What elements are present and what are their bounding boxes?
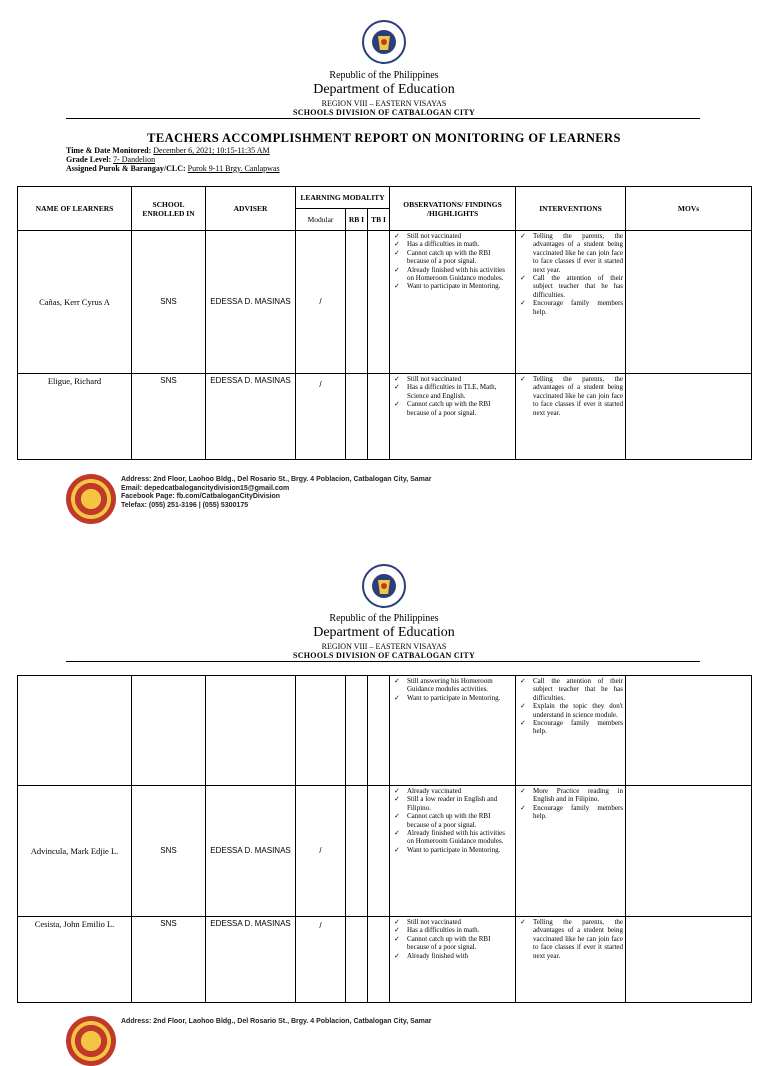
movs-cell (626, 374, 752, 460)
observations-cell (390, 231, 516, 374)
table-row (18, 786, 752, 917)
intervention-item: ✓ Encourage family members help. (516, 299, 623, 316)
rbi-cell (346, 231, 368, 374)
republic-label: Republic of the Philippines (329, 70, 439, 81)
col-header-modality: LEARNING MODALITY (296, 187, 390, 209)
table-row (18, 231, 752, 374)
col-header-interventions: INTERVENTIONS (516, 187, 626, 231)
footer-address-cut: Address: 2nd Floor, Laohoo Bldg., Del Rosario St., Brgy. 4 Poblacion, Catbalogan City, Samar (121, 1018, 432, 1025)
rbi-cell (346, 374, 368, 460)
movs-cell (626, 676, 752, 786)
school-enrolled: SNS (132, 786, 206, 917)
movs-cell (626, 786, 752, 917)
col-header-tbi: TB I (368, 209, 390, 231)
interventions-cell (516, 231, 626, 374)
observation-item: ✓ Already vaccinated (390, 787, 513, 795)
observation-item: ✓ Want to participate in Mentoring. (390, 282, 513, 290)
observation-item: ✓ Has a difficulties in math. (390, 926, 513, 934)
col-header-school: SCHOOL ENROLLED IN (132, 187, 206, 231)
modular-mark: / (296, 917, 346, 1003)
intervention-item: ✓ Encourage family members help. (516, 719, 623, 736)
observation-item: ✓ Already finished with his activities on Homeroom Guidance modules. (390, 266, 513, 283)
learner-name (18, 676, 132, 786)
interventions-cell (516, 786, 626, 917)
tbi-cell (368, 917, 390, 1003)
observation-item: ✓ Want to participate in Mentoring. (390, 846, 513, 854)
republic-label: Republic of the Philippines (329, 613, 439, 624)
interventions-cell (516, 374, 626, 460)
footer-email: Email: depedcatbalogancitydivision15@gmail.com (121, 484, 290, 492)
modular-mark: / (296, 374, 346, 460)
observation-item: ✓ Still not vaccinated (390, 375, 513, 383)
col-header-rbi: RB I (346, 209, 368, 231)
modular-mark: / (296, 231, 346, 374)
intervention-item: ✓ Call the attention of their subject teacher that he has difficulties. (516, 274, 623, 299)
header-divider (66, 118, 700, 119)
footer-contact (121, 476, 432, 510)
report-table-page2 (17, 675, 752, 1003)
col-header-observations: OBSERVATIONS/ FINDINGS /HIGHLIGHTS (390, 187, 516, 231)
report-table-page1 (17, 186, 752, 460)
tbi-cell (368, 374, 390, 460)
grade-label: Grade Level (66, 155, 109, 164)
intervention-item: ✓ Telling the parents, the advantages of a student being vaccinated like he can join face to face classes if ever it started next year. (516, 232, 623, 274)
observation-item: ✓ Still a low reader in English and Filipino. (390, 795, 513, 812)
school-enrolled: SNS (132, 917, 206, 1003)
learner-name: Cañas, Kerr Cyrus A (18, 231, 132, 374)
adviser-name: EDESSA D. MASINAS (206, 917, 296, 1003)
report-meta: Time & Date Monitored: December 6, 2021; 10:15-11:35 AM Grade Level: 7- Dandelion Assigned Purok & Barangay/CLC: Purok 9-11 Brgy. Canlapwas (66, 146, 280, 173)
region-label: REGION VIII – EASTERN VISAYAS (321, 642, 447, 651)
rbi-cell (346, 676, 368, 786)
observation-item: ✓ Cannot catch up with the RBI because of a poor signal. (390, 935, 513, 952)
time-value: December 6, 2021; 10:15-11:35 AM (153, 146, 270, 155)
observation-item: ✓ Still not vaccinated (390, 232, 513, 240)
observations-cell (390, 374, 516, 460)
header-divider (66, 661, 700, 662)
adviser-name: EDESSA D. MASINAS (206, 231, 296, 374)
movs-cell (626, 917, 752, 1003)
intervention-item: ✓ More Practice reading in English and in Filipino. (516, 787, 623, 804)
learner-name: Advincula, Mark Edjie L. (18, 786, 132, 917)
movs-cell (626, 231, 752, 374)
rbi-cell (346, 917, 368, 1003)
school-enrolled (132, 676, 206, 786)
interventions-cell (516, 676, 626, 786)
intervention-item: ✓ Explain the topic they don't understand in science module. (516, 702, 623, 719)
school-enrolled: SNS (132, 374, 206, 460)
table-row (18, 676, 752, 786)
intervention-item: ✓ Telling the parents, the advantages of a student being vaccinated like he can join face to face classes if ever it started next year. (516, 918, 623, 960)
modular-mark: / (296, 786, 346, 917)
footer-telefax: Telefax: (055) 251-3196 | (055) 5300175 (121, 501, 249, 509)
interventions-cell (516, 917, 626, 1003)
observation-item: ✓ Cannot catch up with the RBI because of a poor signal. (390, 249, 513, 266)
deped-seal-icon (362, 564, 406, 608)
observation-item: ✓ Has a difficulties in TLE, Math, Science and English. (390, 383, 513, 400)
observation-item: ✓ Want to participate in Mentoring. (390, 694, 513, 702)
time-label: Time & Date Monitored (66, 146, 149, 155)
table-row (18, 917, 752, 1003)
tbi-cell (368, 786, 390, 917)
department-label: Department of Education (313, 625, 455, 640)
observation-item: ✓ Cannot catch up with the RBI because of a poor signal. (390, 812, 513, 829)
col-header-modular: Modular (296, 209, 346, 231)
school-enrolled: SNS (132, 231, 206, 374)
purok-value: Purok 9-11 Brgy. Canlapwas (187, 164, 280, 173)
observation-item: ✓ Has a difficulties in math. (390, 240, 513, 248)
deped-seal-icon (362, 20, 406, 64)
observation-item: ✓ Still not vaccinated (390, 918, 513, 926)
learner-name: Cesista, John Emilio L. (18, 917, 132, 1003)
observations-cell (390, 676, 516, 786)
adviser-name: EDESSA D. MASINAS (206, 374, 296, 460)
intervention-item: ✓ Encourage family members help. (516, 804, 623, 821)
region-label: REGION VIII – EASTERN VISAYAS (321, 99, 447, 108)
footer-address: Address: 2nd Floor, Laohoo Bldg., Del Rosario St., Brgy. 4 Poblacion, Catbalogan City, Samar (121, 476, 432, 483)
purok-label: Assigned Purok & Barangay/CLC (66, 164, 183, 173)
report-title: TEACHERS ACCOMPLISHMENT REPORT ON MONITORING OF LEARNERS (147, 131, 621, 145)
observation-item: ✓ Cannot catch up with the RBI because of a poor signal. (390, 400, 513, 417)
division-label: SCHOOLS DIVISION OF CATBALOGAN CITY (292, 651, 476, 660)
adviser-name: EDESSA D. MASINAS (206, 786, 296, 917)
col-header-movs: MOVs (626, 187, 752, 231)
observation-item: ✓ Already finished with (390, 952, 513, 960)
footer-facebook: Facebook Page: fb.com/CatbaloganCityDivision (121, 493, 281, 500)
adviser-name (206, 676, 296, 786)
rbi-cell (346, 786, 368, 917)
modular-mark (296, 676, 346, 786)
division-label: SCHOOLS DIVISION OF CATBALOGAN CITY (292, 108, 476, 117)
division-logo-icon (66, 474, 116, 524)
table-row (18, 374, 752, 460)
observation-item: ✓ Still answering his Homeroom Guidance modules activities. (390, 677, 513, 694)
tbi-cell (368, 231, 390, 374)
department-label: Department of Education (313, 82, 455, 97)
col-header-adviser: ADVISER (206, 187, 296, 231)
observations-cell (390, 917, 516, 1003)
col-header-name: NAME OF LEARNERS (18, 187, 132, 231)
tbi-cell (368, 676, 390, 786)
observation-item: ✓ Already finished with his activities on Homeroom Guidance modules. (390, 829, 513, 846)
learner-name: Eligue, Richard (18, 374, 132, 460)
intervention-item: ✓ Call the attention of their subject teacher that he has difficulties. (516, 677, 623, 702)
observations-cell (390, 786, 516, 917)
grade-value: 7- Dandelion (113, 155, 156, 164)
intervention-item: ✓ Telling the parents, the advantages of a student being vaccinated like he can join face to face classes if ever it started next year. (516, 375, 623, 417)
